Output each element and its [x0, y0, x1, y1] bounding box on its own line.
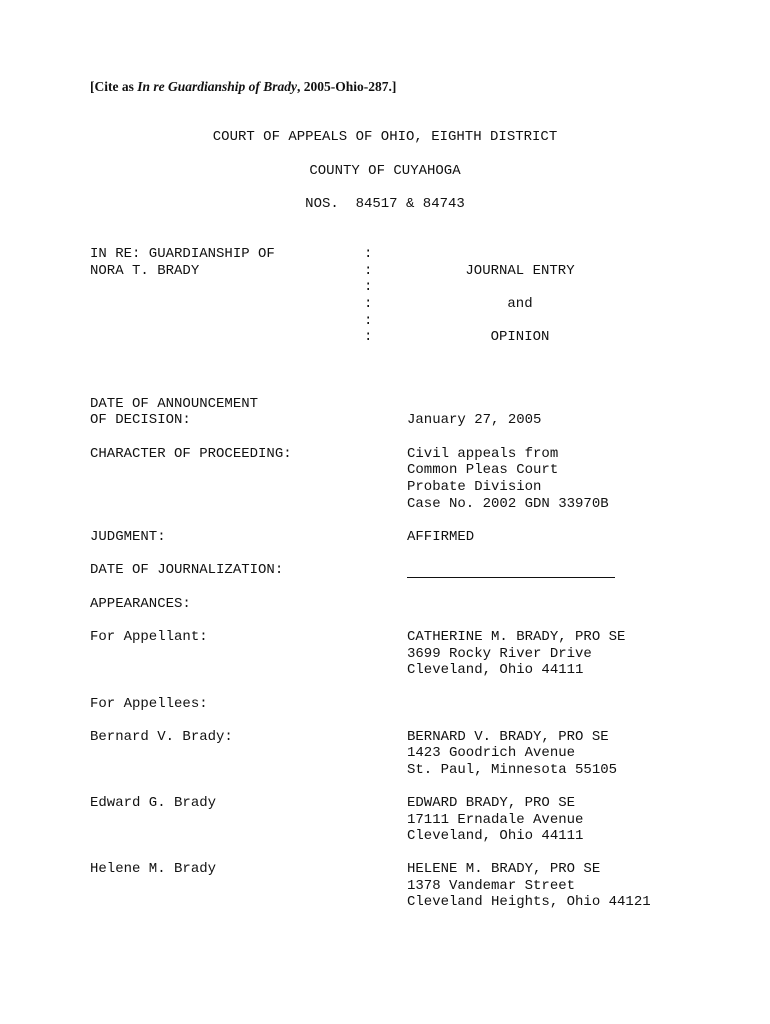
appellee-line: Cleveland Heights, Ohio 44121 [407, 894, 651, 910]
judgment-label: JUDGMENT: [90, 529, 166, 545]
proceeding-line: Case No. 2002 GDN 33970B [407, 496, 609, 512]
appellee-line: Cleveland, Ohio 44111 [407, 828, 584, 844]
appearances-heading: APPEARANCES: [90, 596, 191, 612]
citation-case-name: In re Guardianship of Brady [137, 79, 298, 94]
caption-colon: : [364, 329, 373, 345]
appellant-line: Cleveland, Ohio 44111 [407, 662, 584, 678]
judgment-value: AFFIRMED [407, 529, 475, 545]
announcement-date: January 27, 2005 [407, 412, 542, 428]
appellee-label: Helene M. Brady [90, 861, 217, 877]
citation [90, 79, 396, 96]
county-name: COUNTY OF CUYAHOGA [309, 163, 461, 179]
opinion-label: OPINION [490, 329, 550, 345]
caption-party-line-2: NORA T. BRADY [90, 263, 200, 279]
journalization-blank-line [407, 577, 615, 578]
case-numbers: NOS. 84517 & 84743 [305, 196, 465, 212]
proceeding-line: Civil appeals from [407, 446, 559, 462]
journalization-label: DATE OF JOURNALIZATION: [90, 562, 284, 578]
appellee-line: EDWARD BRADY, PRO SE [407, 795, 576, 811]
caption-party-line-1: IN RE: GUARDIANSHIP OF [90, 246, 275, 262]
announcement-label-1: DATE OF ANNOUNCEMENT [90, 396, 259, 412]
appellee-line: St. Paul, Minnesota 55105 [407, 762, 618, 778]
appellant-line: 3699 Rocky River Drive [407, 646, 592, 662]
caption-colon: : [364, 246, 373, 262]
appellant-line: CATHERINE M. BRADY, PRO SE [407, 629, 626, 645]
proceeding-line: Probate Division [407, 479, 542, 495]
appellant-label: For Appellant: [90, 629, 208, 645]
appellees-heading: For Appellees: [90, 696, 208, 712]
citation-prefix: [Cite as [90, 79, 138, 94]
caption-colon: : [364, 296, 373, 312]
citation-suffix: , 2005-Ohio-287.] [297, 79, 397, 94]
and-label: and [507, 296, 533, 312]
appellee-label: Bernard V. Brady: [90, 729, 233, 745]
appellee-line: HELENE M. BRADY, PRO SE [407, 861, 601, 877]
journal-entry-label: JOURNAL ENTRY [465, 263, 575, 279]
announcement-label-2: OF DECISION: [90, 412, 191, 428]
proceeding-label: CHARACTER OF PROCEEDING: [90, 446, 292, 462]
court-name: COURT OF APPEALS OF OHIO, EIGHTH DISTRICT [212, 129, 558, 145]
proceeding-line: Common Pleas Court [407, 462, 559, 478]
appellee-line: 1378 Vandemar Street [407, 878, 576, 894]
caption-colon: : [364, 279, 373, 295]
appellee-label: Edward G. Brady [90, 795, 217, 811]
caption-colon: : [364, 313, 373, 329]
appellee-line: 1423 Goodrich Avenue [407, 745, 576, 761]
appellee-line: BERNARD V. BRADY, PRO SE [407, 729, 609, 745]
caption-colon: : [364, 263, 373, 279]
appellee-line: 17111 Ernadale Avenue [407, 812, 584, 828]
